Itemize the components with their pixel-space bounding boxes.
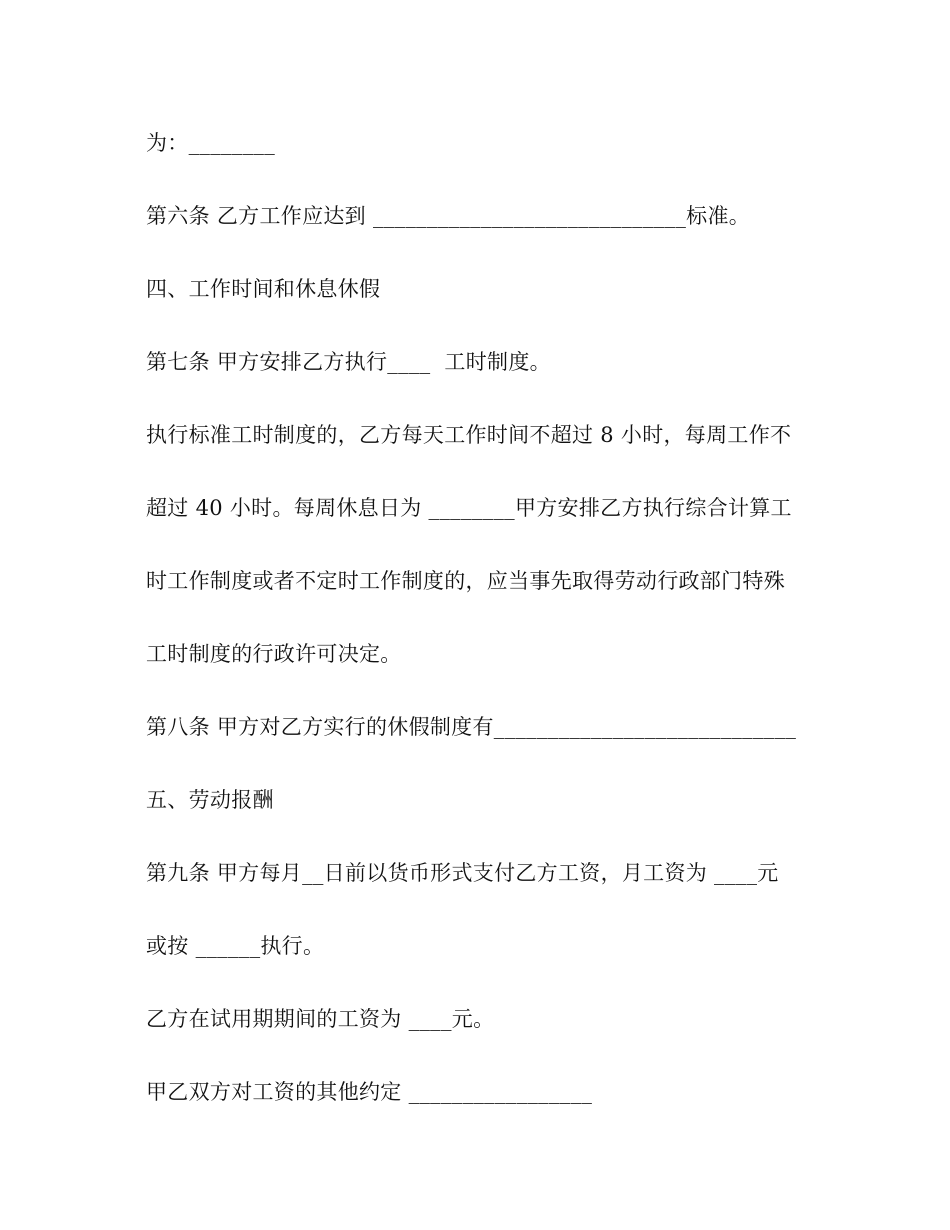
- paragraph-line-2: 超过 40 小时。每周休息日为 ________甲方安排乙方执行综合计算工: [146, 496, 792, 520]
- article-8-line: 第八条 甲方对乙方实行的休假制度有____________________________: [146, 715, 797, 739]
- probation-wage-line: 乙方在试用期期间的工资为 ____元。: [146, 1007, 495, 1031]
- paragraph-line-1: 执行标准工时制度的，乙方每天工作时间不超过 8 小时，每周工作不: [146, 423, 792, 447]
- section-4-heading: 四、工作时间和休息休假: [146, 277, 381, 301]
- section-5-heading: 五、劳动报酬: [146, 788, 274, 812]
- paragraph-line-3: 时工作制度或者不定时工作制度的，应当事先取得劳动行政部门特殊: [146, 569, 785, 593]
- paragraph-line-4: 工时制度的行政许可决定。: [146, 642, 402, 666]
- article-9-line-2: 或按 ______执行。: [146, 934, 325, 958]
- text-line-1: 为：________: [146, 131, 275, 155]
- article-7-line: 第七条 甲方安排乙方执行____ 工时制度。: [146, 350, 551, 374]
- article-9-line-1: 第九条 甲方每月__日前以货币形式支付乙方工资，月工资为 ____元: [146, 861, 779, 885]
- other-wage-agreement-line: 甲乙双方对工资的其他约定 _________________: [146, 1080, 593, 1104]
- article-6-line: 第六条 乙方工作应达到 _____________________________标准。: [146, 204, 751, 228]
